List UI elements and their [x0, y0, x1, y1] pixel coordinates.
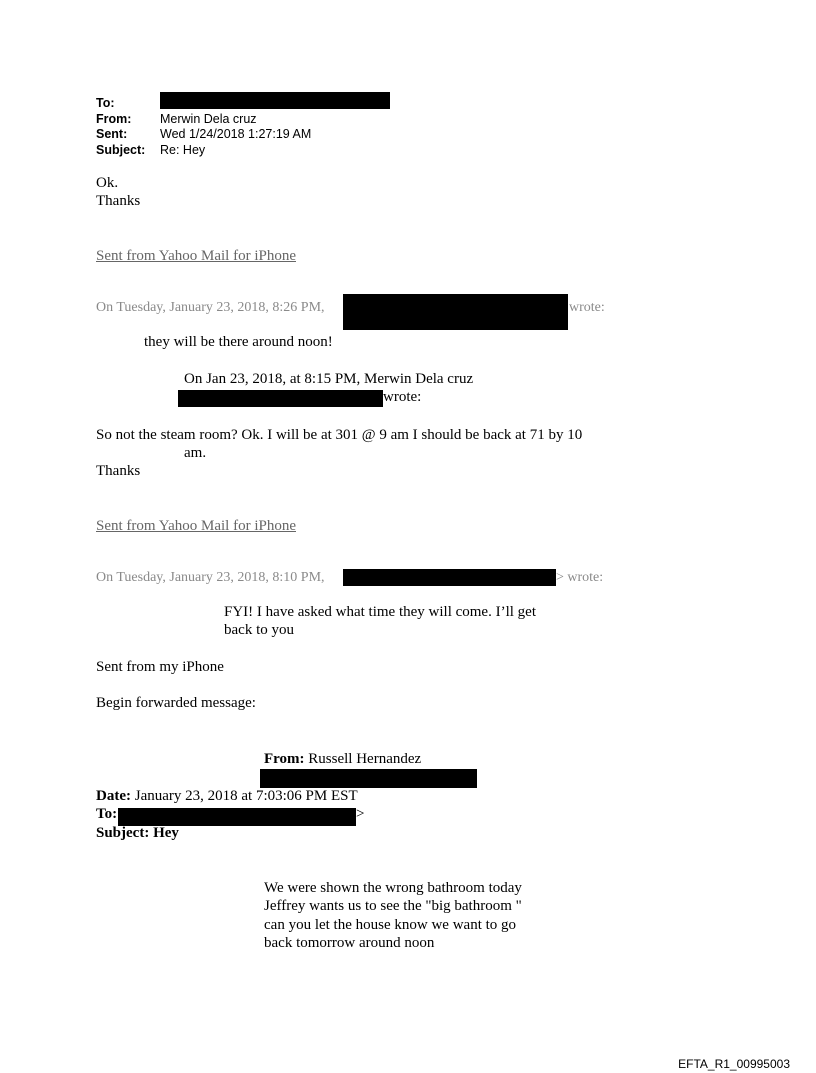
quote3-wrote: > wrote: [556, 570, 604, 585]
iphone-signature: Sent from my iPhone [96, 659, 224, 675]
quote1-body: they will be there around noon! [144, 334, 333, 350]
quote2-body-line1: So not the steam room? Ok. I will be at 301 @ 9 am I should be back at 71 by 10 [96, 427, 583, 443]
reply-line-thanks: Thanks [96, 193, 141, 209]
quote2-wrote: wrote: [383, 389, 422, 405]
header-to-label: To: [96, 96, 115, 110]
redaction-box-quote3 [343, 569, 556, 586]
forwarded-body-line4: back tomorrow around noon [264, 935, 435, 951]
forwarded-body-line2: Jeffrey wants us to see the "big bathroom " [264, 898, 522, 914]
redaction-box-quote2 [178, 390, 383, 407]
forwarded-to-suffix: > [356, 806, 365, 822]
document-id: EFTA_R1_00995003 [678, 1057, 790, 1071]
reply-line-ok: Ok. [96, 175, 119, 191]
quote3-intro: On Tuesday, January 23, 2018, 8:10 PM, [96, 570, 325, 585]
forwarded-from-value: Russell Hernandez [308, 751, 422, 767]
header-sent-label: Sent: [96, 127, 128, 141]
yahoo-signature-link-2[interactable]: Sent from Yahoo Mail for iPhone [96, 518, 296, 534]
header-subject-label: Subject: [96, 143, 146, 157]
quote2-intro: On Jan 23, 2018, at 8:15 PM, Merwin Dela cruz [184, 371, 474, 387]
forwarded-date-row [96, 788, 358, 805]
quote3-body-line1: FYI! I have asked what time they will come. I’ll get [224, 604, 536, 620]
redaction-box-quote1 [343, 294, 568, 330]
forwarded-from-label: From: [264, 751, 305, 767]
forward-label: Begin forwarded message: [96, 695, 256, 711]
forwarded-subject-label: Subject: [96, 825, 150, 841]
quote3-body-line2: back to you [224, 622, 294, 638]
forwarded-subject-value: Hey [153, 825, 179, 841]
forwarded-body-line3: can you let the house know we want to go [264, 917, 517, 933]
forwarded-to-label: To: [96, 806, 118, 822]
forwarded-date-label: Date: [96, 788, 131, 804]
forwarded-subject-row [96, 825, 179, 842]
quote2-thanks: Thanks [96, 463, 141, 479]
quote1-wrote: wrote: [569, 300, 605, 315]
header-sent-value: Wed 1/24/2018 1:27:19 AM [160, 127, 312, 141]
yahoo-signature-link-1[interactable]: Sent from Yahoo Mail for iPhone [96, 248, 296, 264]
redaction-box-to [160, 92, 390, 109]
forwarded-date-value: January 23, 2018 at 7:03:06 PM EST [134, 788, 358, 804]
header-from-value: Merwin Dela cruz [160, 112, 257, 126]
quote2-body-line2: am. [184, 445, 207, 461]
header-from-label: From: [96, 112, 132, 126]
quote1-intro: On Tuesday, January 23, 2018, 8:26 PM, [96, 300, 325, 315]
redaction-box-forwarded-from [260, 769, 477, 788]
forwarded-from-row [264, 751, 421, 768]
redaction-box-forwarded-to [118, 808, 356, 826]
forwarded-body-line1: We were shown the wrong bathroom today [264, 880, 522, 896]
header-subject-value: Re: Hey [160, 143, 206, 157]
